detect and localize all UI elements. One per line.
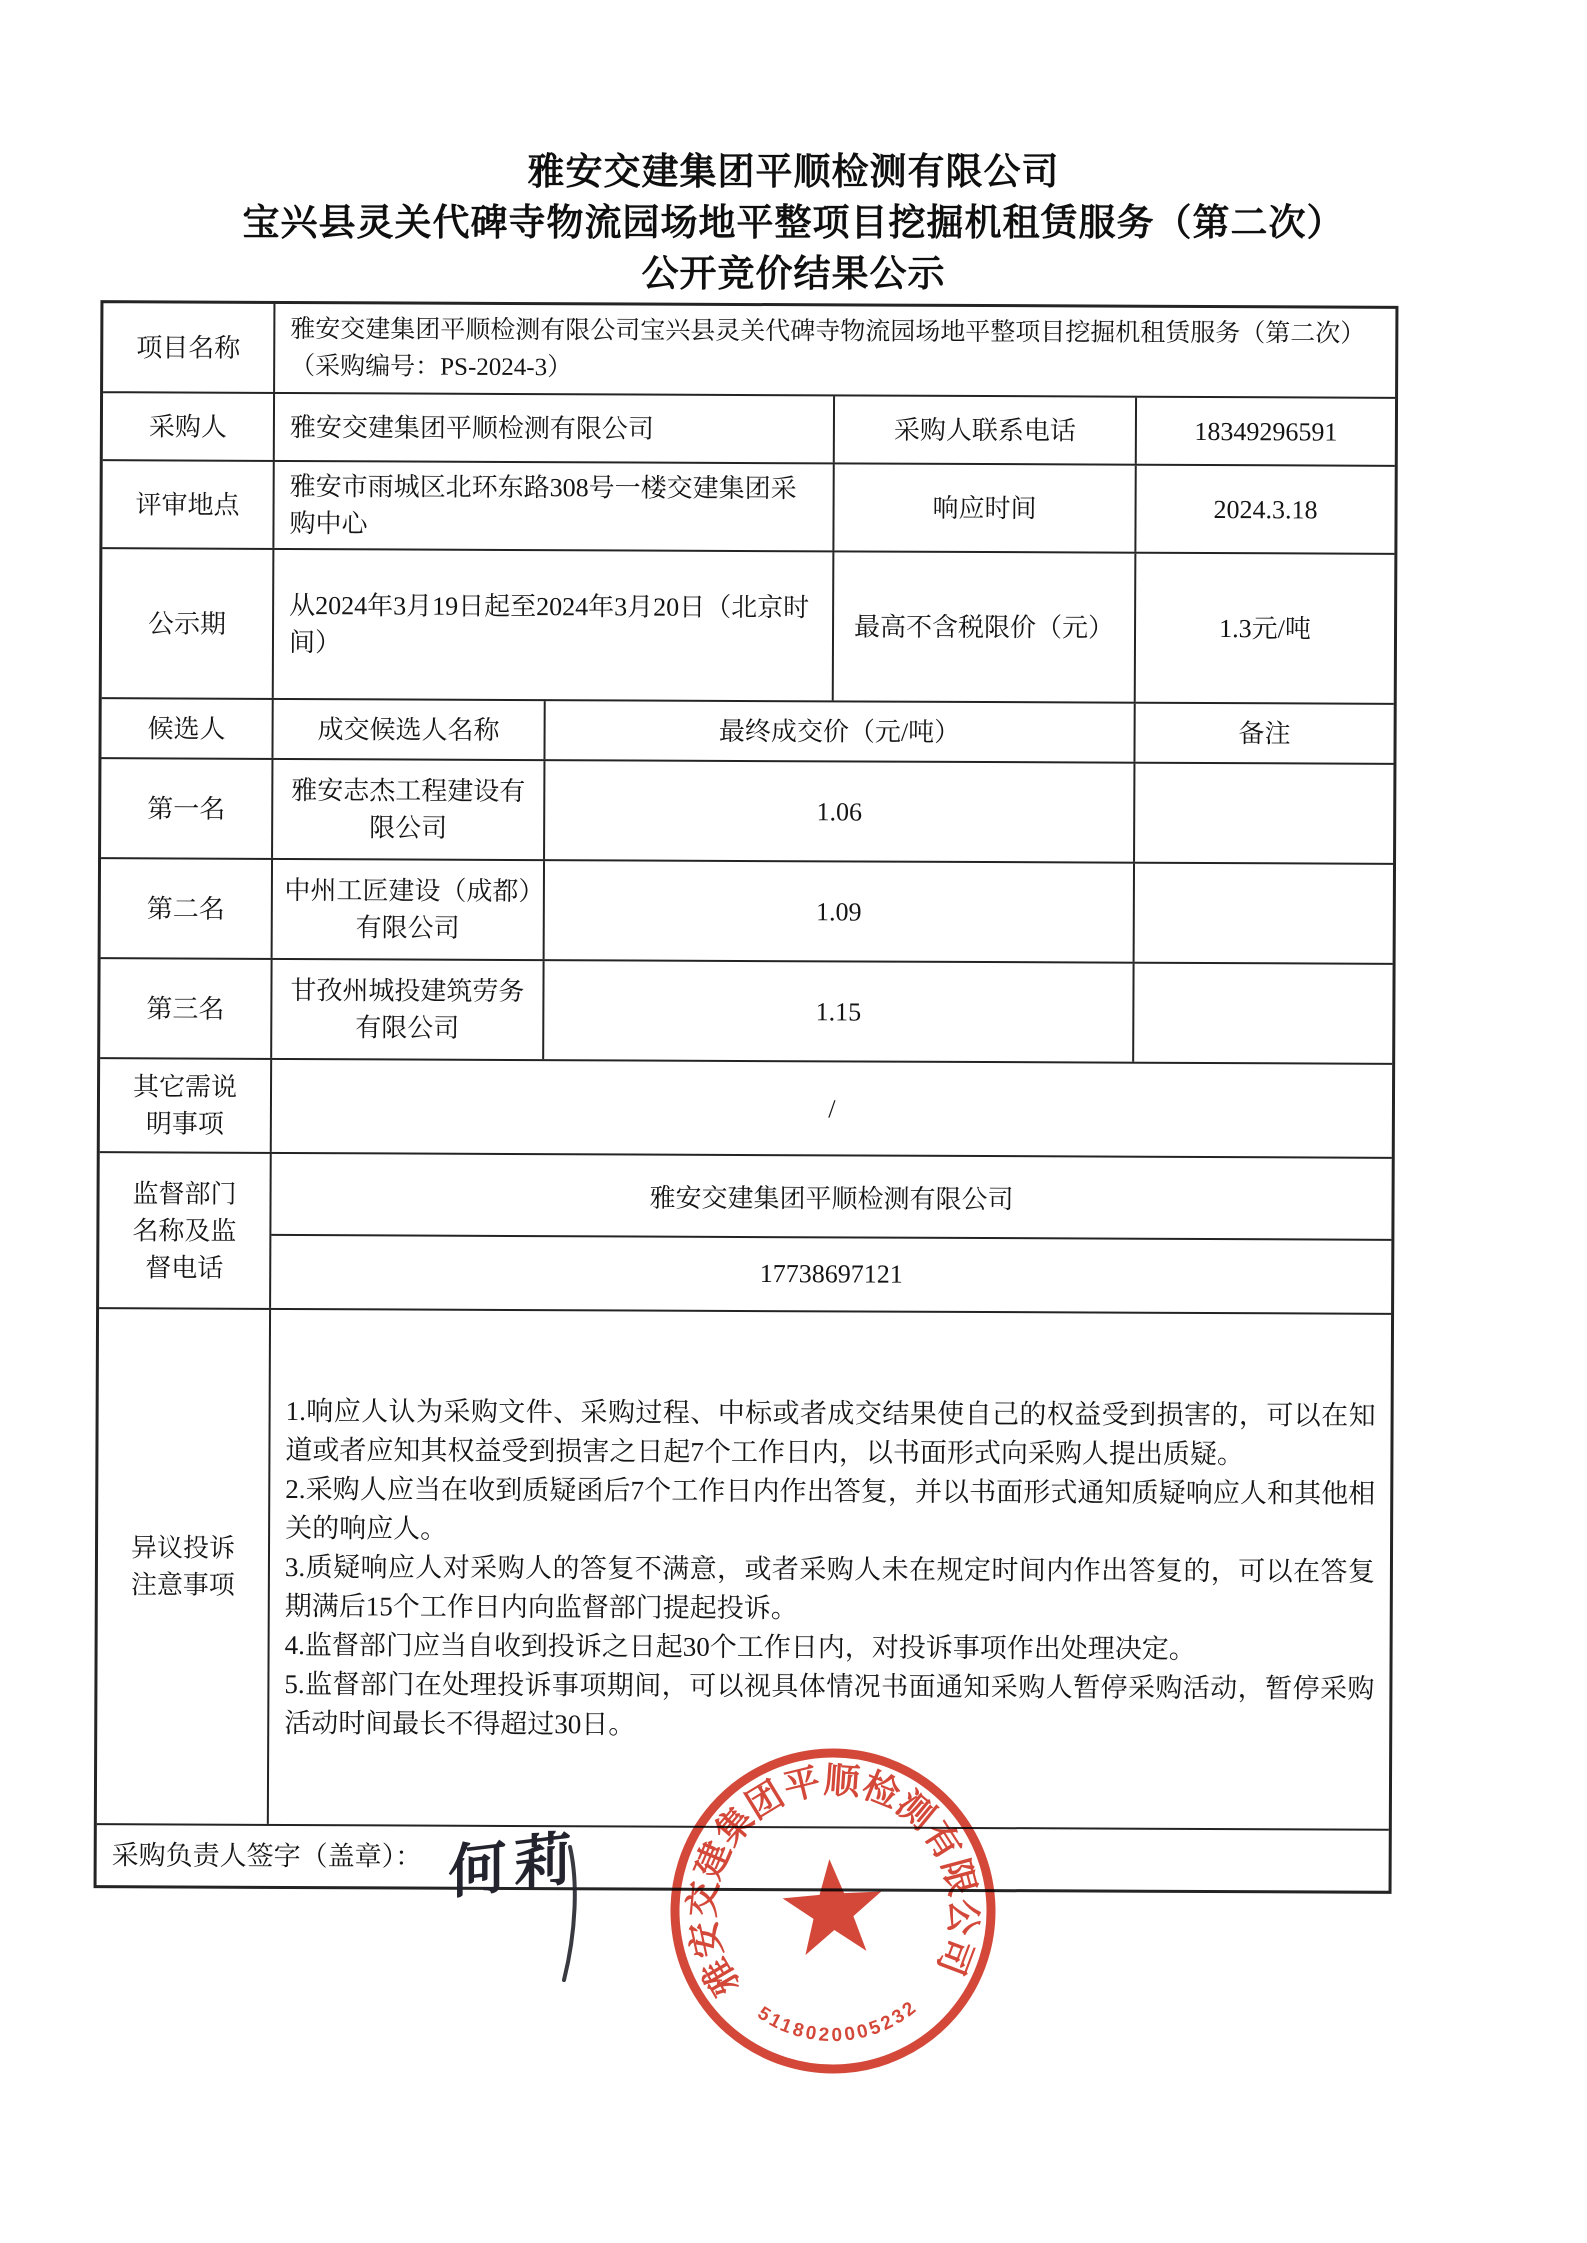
- review-place-label: 评审地点: [135, 489, 240, 520]
- supervision-department-name: 雅安交建集团平顺检测有限公司: [649, 1183, 1014, 1214]
- project-name-label: 项目名称: [136, 332, 241, 363]
- supervision-label: 监督部门名称及监督电话: [132, 1178, 237, 1283]
- table-row-supervision: [99, 1151, 1392, 1313]
- objection-item-1: 1.响应人认为采购文件、采购过程、中标或者成交结果使自己的权益受到损害的，可以在知道或者应知其权益受到损害之日起7个工作日内，以书面形式向采购人提出质疑。: [285, 1395, 1376, 1469]
- title-company-line: 雅安交建集团平顺检测有限公司: [527, 151, 1060, 192]
- supervision-values: [269, 1154, 1392, 1313]
- other-notes-label: 其它需说明事项: [132, 1072, 238, 1139]
- bid-result-table: [94, 300, 1399, 1894]
- candidates-header-note: 备注: [1133, 704, 1393, 763]
- objection-item-2: 2.采购人应当在收到质疑函后7个工作日内作出答复，并以书面形式通知质疑响应人和其他相关的响应人。: [285, 1473, 1376, 1544]
- svg-text:5118020005232: [752, 1992, 924, 2052]
- max-price-label: 最高不含税限价（元）: [832, 552, 1135, 701]
- candidate-row-3: [100, 957, 1392, 1063]
- candidate-1-price: 1.06: [543, 761, 1133, 862]
- candidates-header-name: 成交候选人名称: [271, 700, 543, 759]
- candidate-1-rank: 第一名: [147, 793, 226, 824]
- buyer-value: 雅安交建集团平顺检测有限公司: [273, 394, 833, 462]
- max-price-value: 1.3元/吨: [1134, 554, 1395, 703]
- signature-handwriting: 何莉: [448, 1824, 580, 1907]
- buyer-phone-value: 18349296591: [1135, 398, 1395, 465]
- candidates-header-price: 最终成交价（元/吨）: [543, 701, 1133, 762]
- response-time-label: 响应时间: [832, 464, 1134, 551]
- candidate-2-name: 中州工匠建设（成都）有限公司: [271, 860, 543, 959]
- table-row-publicity: [102, 547, 1395, 703]
- title-doc-type-line: 公开竞价结果公示: [641, 253, 946, 294]
- response-time-value: 2024.3.18: [1134, 466, 1394, 553]
- stamp-code-text: 5118020005232: [753, 1996, 923, 2047]
- candidate-row-2: [101, 857, 1393, 963]
- table-row-buyer: [103, 391, 1395, 465]
- other-notes-value: /: [270, 1060, 1392, 1157]
- objection-item-5: 5.监督部门在处理投诉事项期间，可以视具体情况书面通知采购人暂停采购活动，暂停采购活动时间最长不得超过30日。: [284, 1668, 1375, 1740]
- buyer-phone-label: 采购人联系电话: [833, 396, 1135, 463]
- signature-stroke-tail: [540, 1842, 600, 1992]
- candidate-2-rank: 第二名: [146, 893, 225, 924]
- publicity-value: 从2024年3月19日起至2024年3月20日（北京时间）: [272, 550, 833, 700]
- candidate-1-note: [1133, 764, 1393, 863]
- candidate-3-note: [1132, 964, 1392, 1063]
- table-row-review-place: [102, 459, 1394, 553]
- supervision-phone: 17738697121: [271, 1234, 1391, 1313]
- publicity-label: 公示期: [147, 608, 227, 639]
- stamp-company-text: 雅安交建集团平顺检测有限公司: [680, 1759, 985, 2003]
- candidate-1-name: 雅安志杰工程建设有限公司: [271, 760, 543, 859]
- candidates-header-row: [101, 697, 1393, 763]
- table-row-other-notes: [100, 1057, 1392, 1157]
- signature-label: 采购负责人签字（盖章）：: [111, 1839, 423, 1872]
- buyer-label: 采购人: [148, 411, 227, 442]
- candidate-3-price: 1.15: [542, 961, 1132, 1062]
- candidate-row-1: [101, 757, 1393, 863]
- project-name-value: 雅安交建集团平顺检测有限公司宝兴县灵关代碑寺物流园场地平整项目挖掘机租赁服务（第二次）（采购编号：PS-2024-3）: [273, 304, 1395, 397]
- candidate-3-rank: 第三名: [146, 993, 225, 1024]
- title-project-line: 宝兴县灵关代碑寺物流园场地平整项目挖掘机租赁服务（第二次）: [242, 202, 1345, 243]
- objection-item-3: 3.质疑响应人对采购人的答复不满意，或者采购人未在规定时间内作出答复的，可以在答复期满后15个工作日内向监督部门提起投诉。: [284, 1551, 1376, 1623]
- table-row-project: [103, 303, 1395, 397]
- candidate-3-name: 甘孜州城投建筑劳务有限公司: [270, 960, 542, 1059]
- objection-label: 异议投诉注意事项: [130, 1533, 236, 1600]
- document-title: [0, 146, 1587, 299]
- review-place-value: 雅安市雨城区北环东路308号一楼交建集团采购中心: [272, 462, 832, 550]
- candidate-2-note: [1133, 864, 1393, 963]
- candidates-header-rank: 候选人: [147, 713, 226, 744]
- objection-item-4: 4.监督部门应当自收到投诉之日起30个工作日内，对投诉事项作出处理决定。: [284, 1629, 1196, 1664]
- company-stamp: [656, 1734, 1010, 2088]
- stamp-star-icon: [780, 1856, 885, 1957]
- candidate-2-price: 1.09: [543, 861, 1133, 962]
